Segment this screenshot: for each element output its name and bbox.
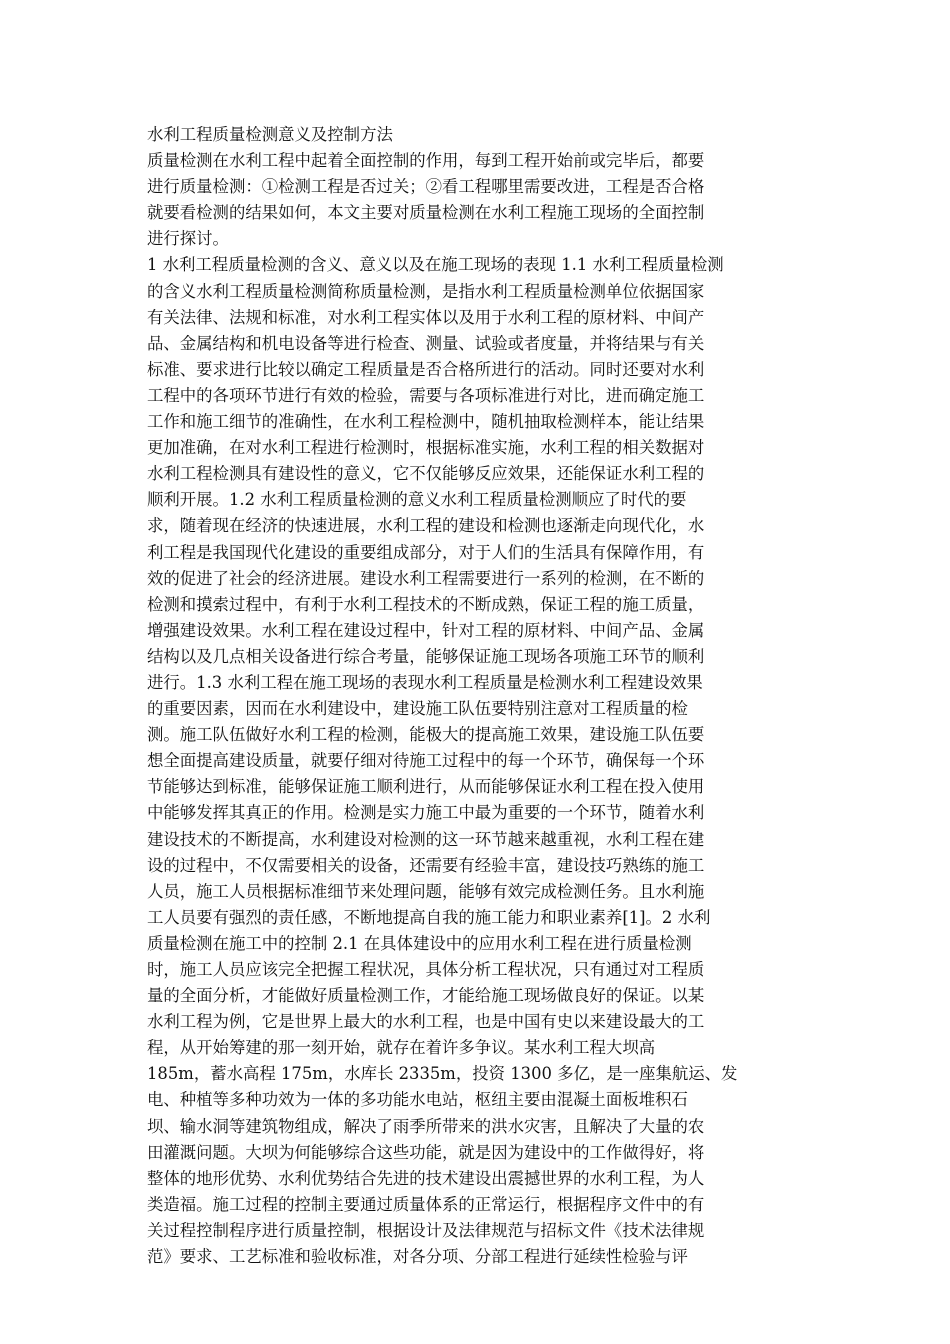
- text-line: 进行探讨。: [147, 229, 229, 249]
- text-line: 进行质量检测：①检测工程是否过关；②看工程哪里需要改进，工程是否合格: [147, 177, 705, 197]
- text-line: 整体的地形优势、水利优势结合先进的技术建设出震撼世界的水利工程，为人: [147, 1168, 705, 1188]
- text-line: 量的全面分析，才能做好质量检测工作，才能给施工现场做良好的保证。以某: [147, 986, 705, 1006]
- text-line: 更加准确，在对水利工程进行检测时，根据标准实施，水利工程的相关数据对: [147, 438, 705, 458]
- text-line: 电、种植等多种功效为一体的多功能水电站，枢纽主要由混凝土面板堆积石: [147, 1090, 688, 1110]
- text-line: 增强建设效果。水利工程在建设过程中，针对工程的原材料、中间产品、金属: [147, 620, 705, 640]
- text-line: 测。施工队伍做好水利工程的检测，能极大的提高施工效果，建设施工队伍要: [147, 725, 705, 745]
- text-line: 坝、输水洞等建筑物组成，解决了雨季所带来的洪水灾害，且解决了大量的农: [147, 1116, 705, 1136]
- text-line: 范》要求、工艺标准和验收标准，对各分项、分部工程进行延续性检验与评: [147, 1247, 688, 1267]
- text-line: 求，随着现在经济的快速进展，水利工程的建设和检测也逐渐走向现代化，水: [147, 516, 705, 536]
- document-title: 水利工程质量检测意义及控制方法: [147, 125, 393, 144]
- text-line: 设的过程中，不仅需要相关的设备，还需要有经验丰富，建设技巧熟练的施工: [147, 855, 705, 875]
- text-line: 质量检测在施工中的控制 2.1 在具体建设中的应用水利工程在进行质量检测: [147, 933, 692, 953]
- text-line: 顺利开展。1.2 水利工程质量检测的意义水利工程质量检测顺应了时代的要: [147, 490, 687, 510]
- text-line: 1 水利工程质量检测的含义、意义以及在施工现场的表现 1.1 水利工程质量检测: [147, 255, 724, 275]
- text-line: 工程中的各项环节进行有效的检验，需要与各项标准进行对比，进而确定施工: [147, 385, 705, 405]
- text-line: 的重要因素，因而在水利建设中，建设施工队伍要特别注意对工程质量的检: [147, 699, 688, 719]
- text-line: 人员，施工人员根据标准细节来处理问题，能够有效完成检测任务。且水利施: [147, 881, 705, 901]
- text-line: 就要看检测的结果如何，本文主要对质量检测在水利工程施工现场的全面控制: [147, 203, 705, 223]
- text-line: 利工程是我国现代化建设的重要组成部分，对于人们的生活具有保障作用，有: [147, 542, 705, 562]
- text-line: 有关法律、法规和标准，对水利工程实体以及用于水利工程的原材料、中间产: [147, 307, 705, 327]
- text-line: 标准、要求进行比较以确定工程质量是否合格所进行的活动。同时还要对水利: [147, 359, 705, 379]
- text-line: 进行。1.3 水利工程在施工现场的表现水利工程质量是检测水利工程建设效果: [147, 672, 703, 692]
- text-line: 质量检测在水利工程中起着全面控制的作用，每到工程开始前或完毕后，都要: [147, 151, 705, 171]
- text-line: 工人员要有强烈的责任感，不断地提高自我的施工能力和职业素养[1]。2 水利: [147, 907, 711, 927]
- text-line: 关过程控制程序进行质量控制，根据设计及法律规范与招标文件《技术法律规: [147, 1220, 705, 1240]
- text-line: 想全面提高建设质量，就要仔细对待施工过程中的每一个环节，确保每一个环: [147, 751, 705, 771]
- text-line: 185m，蓄水高程 175m，水库长 2335m，投资 1300 多亿，是一座集航运、发: [147, 1064, 738, 1084]
- text-line: 检测和摸索过程中，有利于水利工程技术的不断成熟，保证工程的施工质量，: [147, 594, 705, 614]
- text-line: 水利工程检测具有建设性的意义，它不仅能够反应效果，还能保证水利工程的: [147, 464, 705, 484]
- text-line: 的含义水利工程质量检测简称质量检测，是指水利工程质量检测单位依据国家: [147, 281, 705, 301]
- text-line: 类造福。施工过程的控制主要通过质量体系的正常运行，根据程序文件中的有: [147, 1194, 705, 1214]
- text-line: 建设技术的不断提高，水利建设对检测的这一环节越来越重视，水利工程在建: [147, 829, 705, 849]
- document-body: [147, 122, 807, 1270]
- text-line: 节能够达到标准，能够保证施工顺利进行，从而能够保证水利工程在投入使用: [147, 777, 705, 797]
- text-line: 效的促进了社会的经济进展。建设水利工程需要进行一系列的检测，在不断的: [147, 568, 705, 588]
- text-line: 品、金属结构和机电设备等进行检查、测量、试验或者度量，并将结果与有关: [147, 333, 705, 353]
- text-line: 结构以及几点相关设备进行综合考量，能够保证施工现场各项施工环节的顺利: [147, 646, 705, 666]
- text-line: 工作和施工细节的准确性，在水利工程检测中，随机抽取检测样本，能让结果: [147, 412, 705, 432]
- text-line: 中能够发挥其真正的作用。检测是实力施工中最为重要的一个环节，随着水利: [147, 803, 705, 823]
- text-line: 时，施工人员应该完全把握工程状况，具体分析工程状况，只有通过对工程质: [147, 960, 705, 979]
- text-line: 田灌溉问题。大坝为何能够综合这些功能，就是因为建设中的工作做得好，将: [147, 1142, 705, 1162]
- text-line: 水利工程为例，它是世界上最大的水利工程，也是中国有史以来建设最大的工: [147, 1012, 705, 1032]
- text-line: 程，从开始筹建的那一刻开始，就存在着许多争议。某水利工程大坝高: [147, 1038, 656, 1058]
